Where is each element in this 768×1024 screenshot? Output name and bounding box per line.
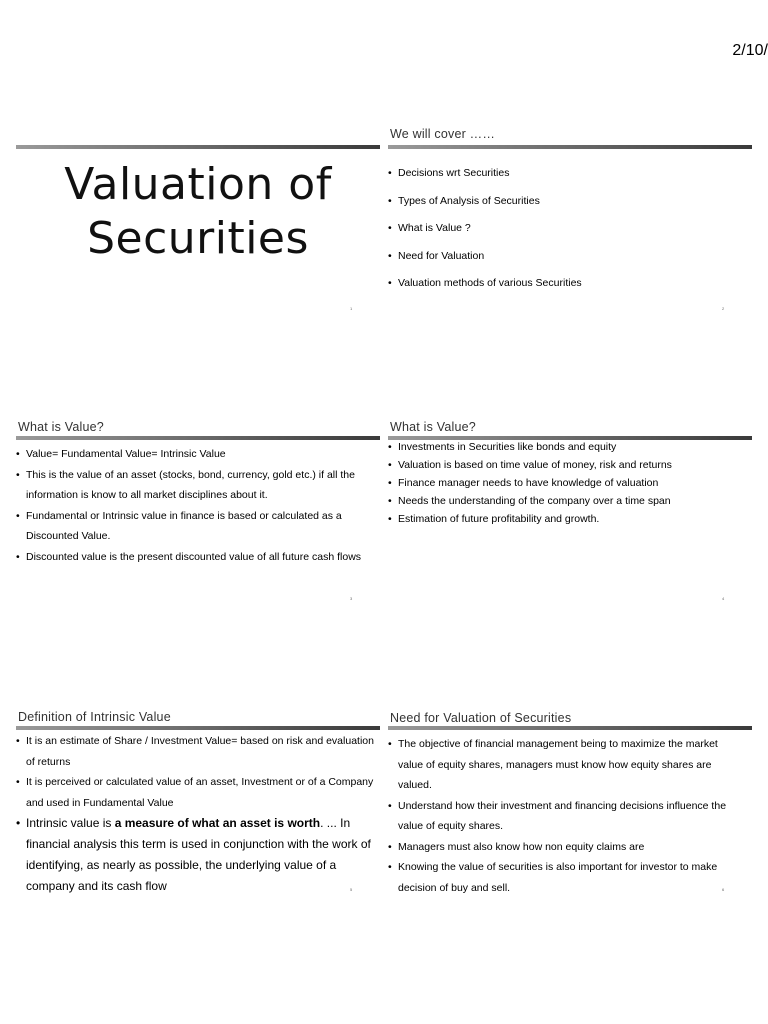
slide-title-line-1: Valuation of bbox=[64, 159, 332, 210]
page-number: 3 bbox=[350, 596, 353, 601]
title-rule bbox=[388, 726, 752, 730]
slide-title bbox=[16, 158, 380, 266]
slide-2 bbox=[388, 124, 752, 314]
slide-title: We will cover …… bbox=[390, 127, 496, 141]
list-item: • It is an estimate of Share / Investment Value= based on risk and evaluation of returns bbox=[16, 731, 380, 772]
list-item: • Decisions wrt Securities bbox=[388, 160, 752, 188]
bullet-list bbox=[16, 444, 374, 567]
list-item: • This is the value of an asset (stocks, bond, currency, gold etc.) if all the information is know to all market disciplines about it. bbox=[16, 465, 374, 506]
title-rule bbox=[16, 726, 380, 730]
list-item: • Investments in Securities like bonds and equity bbox=[388, 438, 752, 456]
page-number: 5 bbox=[350, 887, 353, 892]
list-item: • What is Value ? bbox=[388, 215, 752, 243]
list-item: • Understand how their investment and financing decisions influence the value of equity shares. bbox=[388, 796, 744, 837]
bullet-list bbox=[388, 438, 752, 528]
list-item: • Managers must also know how non equity claims are bbox=[388, 837, 744, 858]
slide-3 bbox=[16, 416, 380, 606]
slide-title: Definition of Intrinsic Value bbox=[18, 710, 171, 724]
slide-5 bbox=[16, 707, 380, 897]
list-item: • The objective of financial management being to maximize the market value of equity shares, managers must know how equity shares are valued. bbox=[388, 734, 744, 796]
bullet-list bbox=[16, 731, 380, 897]
page-number: 2 bbox=[722, 306, 725, 311]
bullet-list bbox=[388, 734, 744, 898]
list-item bbox=[16, 813, 380, 897]
page-number: 1 bbox=[350, 306, 353, 311]
list-item: • Knowing the value of securities is also important for investor to make decision of buy and sell. bbox=[388, 857, 744, 898]
print-date: 2/10/ bbox=[732, 42, 768, 59]
slide-4 bbox=[388, 416, 752, 606]
list-item: • It is perceived or calculated value of an asset, Investment or of a Company and used in Fundamental Value bbox=[16, 772, 380, 813]
title-rule bbox=[388, 145, 752, 149]
title-rule bbox=[16, 436, 380, 440]
list-item: • Needs the understanding of the company over a time span bbox=[388, 492, 752, 510]
intrinsic-text-post: . ... In financial analysis this term is used in conjunction with the work of identifying, as nearly as possible, the underlying value of a company and its cash flow bbox=[26, 816, 371, 893]
list-item: • Value= Fundamental Value= Intrinsic Value bbox=[16, 444, 374, 465]
slide-title-line-2: Securities bbox=[87, 213, 309, 264]
list-item: • Valuation is based on time value of money, risk and returns bbox=[388, 456, 752, 474]
list-item: • Need for Valuation bbox=[388, 243, 752, 271]
page-number: 6 bbox=[722, 887, 725, 892]
title-rule bbox=[16, 145, 380, 149]
slide-title: What is Value? bbox=[18, 420, 104, 434]
list-item: • Finance manager needs to have knowledge of valuation bbox=[388, 474, 752, 492]
slide-1 bbox=[16, 124, 380, 314]
intrinsic-text-bold: a measure of what an asset is worth bbox=[114, 816, 321, 830]
list-item: • Types of Analysis of Securities bbox=[388, 188, 752, 216]
list-item: • Fundamental or Intrinsic value in finance is based or calculated as a Discounted Value. bbox=[16, 506, 374, 547]
list-item: • Discounted value is the present discounted value of all future cash flows bbox=[16, 547, 374, 568]
list-item: • Estimation of future profitability and growth. bbox=[388, 510, 752, 528]
slide-title: Need for Valuation of Securities bbox=[390, 711, 572, 725]
intrinsic-text-pre: Intrinsic value is bbox=[26, 816, 115, 830]
bullet-list bbox=[388, 160, 752, 298]
list-item: • Valuation methods of various Securities bbox=[388, 270, 752, 298]
page-number: 4 bbox=[722, 596, 725, 601]
slide-title: What is Value? bbox=[390, 420, 476, 434]
slide-6 bbox=[388, 707, 752, 897]
